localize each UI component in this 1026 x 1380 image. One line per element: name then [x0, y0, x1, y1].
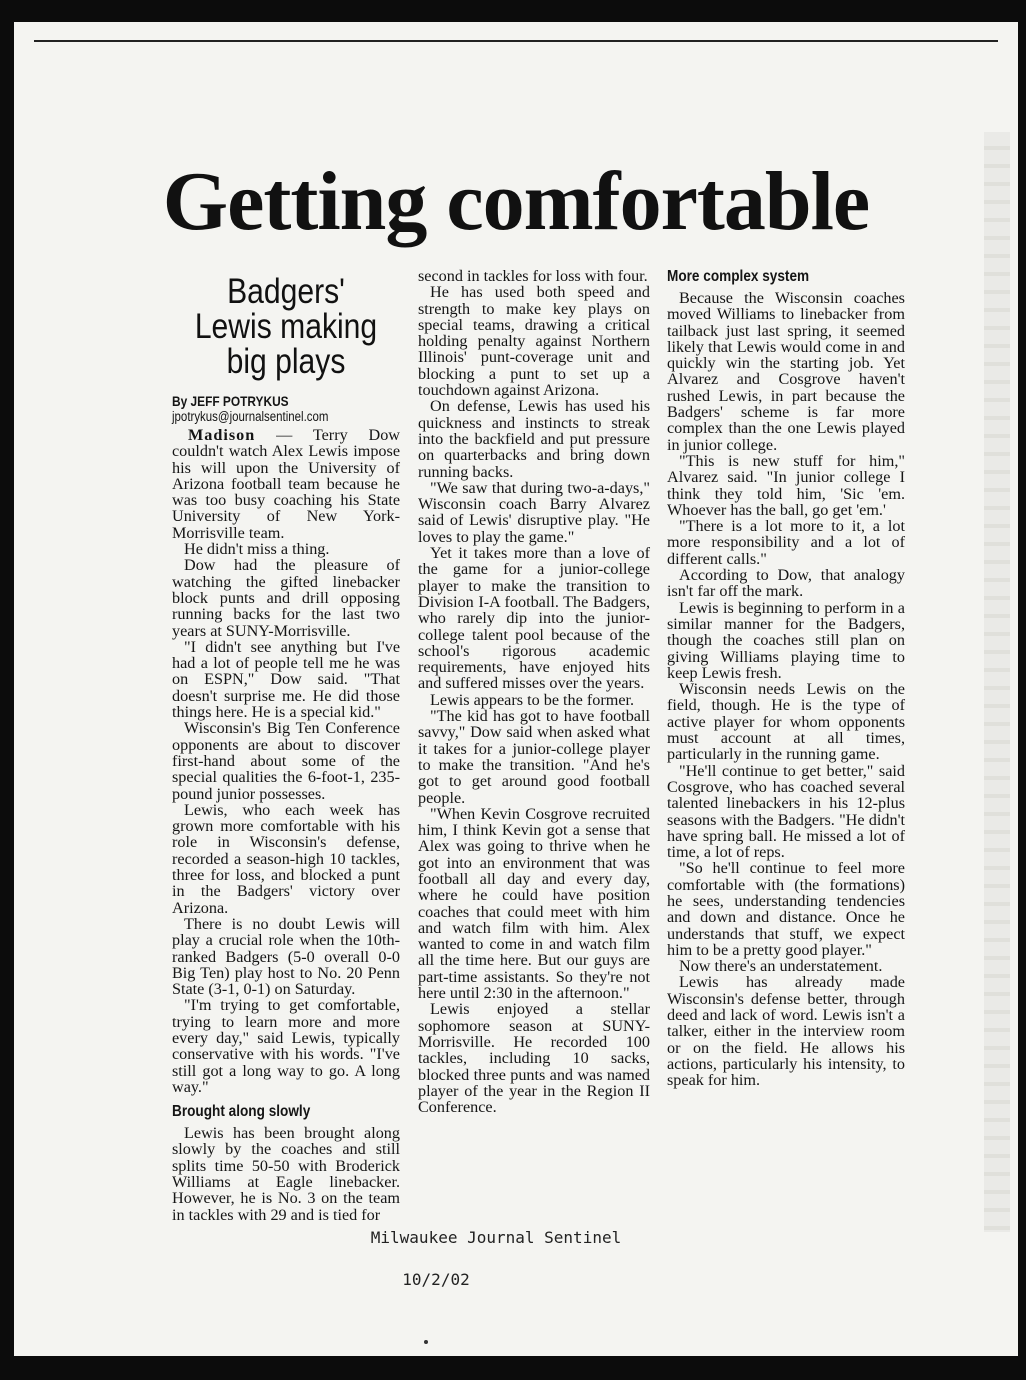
publication-date: 10/2/02 [402, 1270, 470, 1289]
paragraph: "The kid has got to have football savvy," Dow said when asked what it takes for a junior-college player to make the transition. "And he's got to get around good football people. [418, 707, 650, 807]
paragraph: — Terry Dow couldn't watch Alex Lewis impose his will upon the University of Arizona football team because he was too busy coaching his State University of New York-Morrisville team. [172, 426, 400, 542]
paragraph: "We saw that during two-a-days," Wisconsin coach Barry Alvarez said of Lewis' disruptive play. "He loves to play the game." [418, 478, 650, 546]
paragraph: "There is a lot more to it, a lot more responsibility and a lot of different calls." [667, 517, 905, 568]
paragraph: "So he'll continue to feel more comfortable with (the formations) he sees, understanding tendencies and down and distance. Once he understands that stuff, we expect him to be a pretty good player." [667, 859, 905, 959]
scan-edge-shadow [984, 132, 1010, 1232]
headline: Getting comfortable [162, 155, 870, 248]
paragraph: "I'm trying to get comfortable, trying to learn more and more every day," said Lewis, typically conservative with his words. "I've still got a long way to go. A long way." [172, 996, 400, 1096]
paragraph: Wisconsin needs Lewis on the field, though. He is the type of active player for whom opponents must account at all times, particularly in the running game. [667, 680, 905, 764]
paragraph: "When Kevin Cosgrove recruited him, I think Kevin got a sense that Alex was going to thrive when he got into an environment that was football all day and every day, where he could have position coaches that could meet with him and watch film with him. Alex wanted to come in and watch film all the time here. But our guys are part-time assistants. So they're not here until 2:30 in the afternoon." [418, 804, 650, 1003]
paragraph: Yet it takes more than a love of the game for a junior-college player to make the transition to Division I-A football. The Badgers, who rarely dip into the junior-college talent pool because of the school's rigorous academic requirements, have enjoyed hits and suffered misses over the years. [418, 544, 650, 693]
paragraph: "I didn't see anything but I've had a lot of people tell me he was on ESPN," Dow said. "That doesn't surprise me. He did those things here. He is a special kid." [172, 637, 400, 722]
paragraph: "He'll continue to get better," said Cosgrove, who has coached several talented linebackers in his 12-plus seasons with the Badgers. "He didn't have spring ball. He missed a lot of time, a lot of reps. [667, 761, 905, 862]
subhead: Badgers' Lewis making big plays [194, 272, 378, 381]
paragraph: Lewis, who each week has grown more comfortable with his role in Wisconsin's defense, recorded a season-high 10 tackles, three for loss, and blocked a punt in the Badgers' victory over Arizona. [172, 800, 400, 917]
paragraph: He didn't miss a thing. [184, 540, 330, 559]
column-2 [418, 268, 650, 1115]
paragraph: On defense, Lewis has used his quickness and instincts to streak into the backfield and put pressure on quarterbacks and bring down running backs. [418, 397, 650, 481]
publication-name: Milwaukee Journal Sentinel [370, 1228, 622, 1247]
paragraph: Lewis has already made Wisconsin's defense better, through deed and lack of word. Lewis isn't a talker, either in the interview room or on the field. He allows his actions, particularly his intensity, to speak for him. [667, 973, 905, 1090]
paragraph: Lewis enjoyed a stellar sophomore season at SUNY-Morrisville. He recorded 100 tackles, including 10 sacks, blocked three punts and was named player of the year in the Region II Conference. [418, 1000, 650, 1117]
paragraph: Now there's an understatement. [679, 957, 883, 976]
section-heading: More complex system [667, 268, 810, 285]
paragraph: There is no doubt Lewis will play a crucial role when the 10th-ranked Badgers (5-0 overall 0-0 Big Ten) play host to No. 20 Penn State (3-1, 0-1) on Saturday. [172, 914, 400, 999]
paragraph: Lewis is beginning to perform in a similar manner for the Badgers, though the coaches still plan on giving Williams playing time to keep Lewis fresh. [667, 598, 905, 682]
paragraph: Dow had the pleasure of watching the gifted linebacker block punts and drill opposing running backs for the last two years at SUNY-Morrisville. [172, 556, 400, 640]
top-rule [34, 40, 998, 42]
paragraph: Lewis has been brought along slowly by the coaches and still splits time 50-50 with Broderick Williams at Eagle linebacker. However, he is No. 3 on the team in tackles with 29 and is tied for [172, 1124, 400, 1224]
dateline: Madison [188, 426, 256, 444]
paragraph: Wisconsin's Big Ten Conference opponents are about to discover first-hand about some of the special qualities the 6-foot-1, 235-pound junior possesses. [172, 719, 400, 803]
scan-speck [424, 1340, 428, 1344]
author-email: jpotrykus@journalsentinel.com [172, 409, 329, 424]
paragraph: Because the Wisconsin coaches moved Williams to linebacker from tailback just last spring, it seemed likely that Lewis would come in and quickly win the starting job. Yet Alvarez and Cosgrove haven't rushed Lewis, in part because the Badgers' scheme is far more complex than the one Lewis played in junior college. [667, 289, 905, 454]
lead-paragraph [172, 427, 400, 541]
clipping-page [14, 22, 1018, 1356]
column-3 [667, 266, 905, 1089]
paragraph: Lewis appears to be the former. [430, 690, 635, 709]
paragraph: According to Dow, that analogy isn't far off the mark. [667, 566, 905, 601]
byline: By JEFF POTRYKUS [172, 393, 289, 409]
paragraph: He has used both speed and strength to make key plays on special teams, drawing a critical holding penalty against Northern Illinois' punt-coverage unit and blocking a punt to set up a touchdown against Arizona. [418, 283, 650, 400]
section-heading: Brought along slowly [172, 1103, 311, 1121]
column-1 [172, 264, 400, 1223]
paragraph: "This is new stuff for him," Alvarez said. "In junior college I think they told him, 'Sic 'em. Whoever has the ball, go get 'em.' [667, 451, 905, 519]
paragraph: second in tackles for loss with four. [418, 267, 648, 285]
